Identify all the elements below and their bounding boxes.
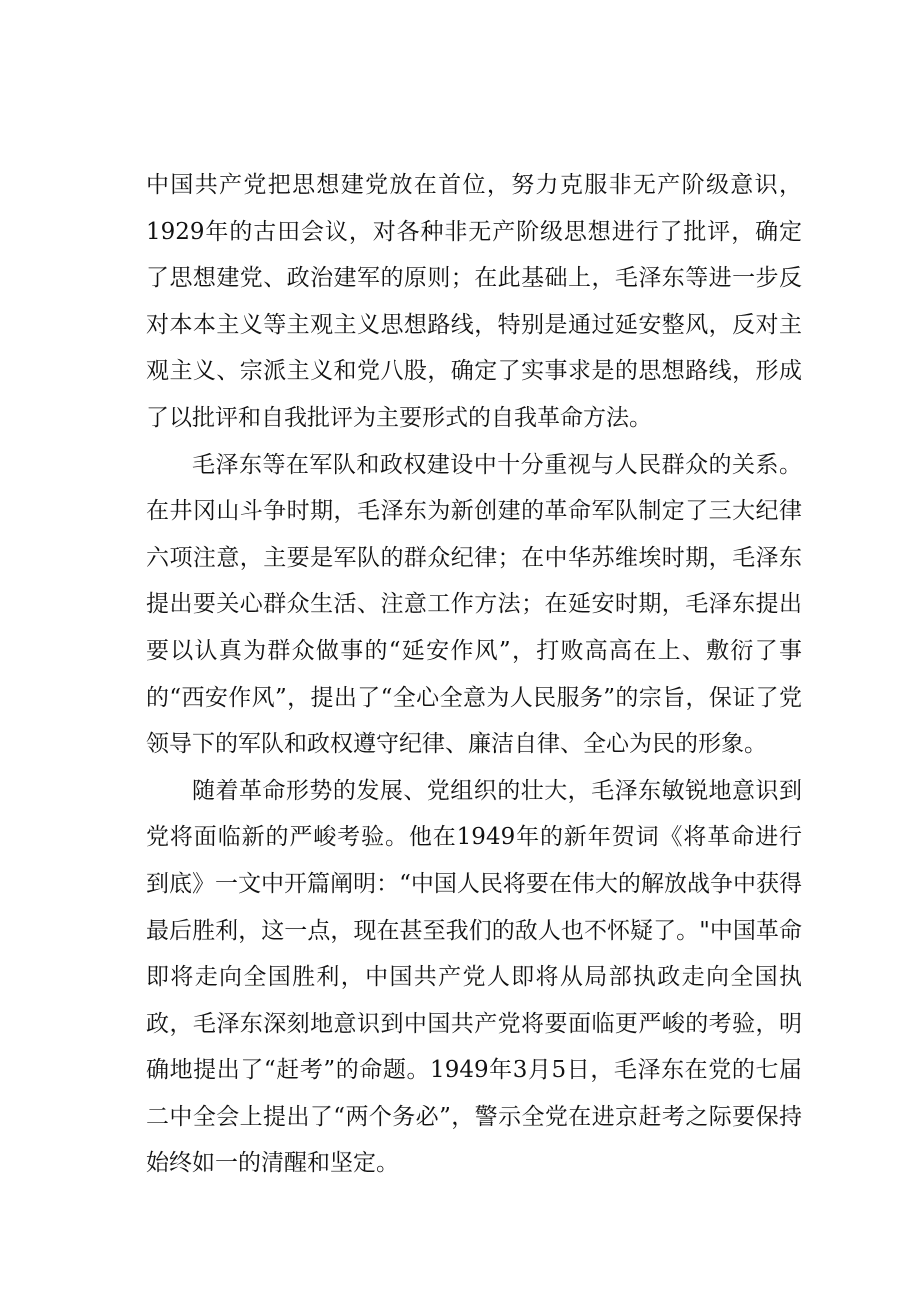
paragraph-thought-building: 中国共产党把思想建党放在首位，努力克服非无产阶级意识，1929年的古田会议，对各种非无产阶级思想进行了批评，确定了思想建党、政治建军的原则；在此基础上，毛泽东等进一步反对本本主义等主观主义思想路线，特别是通过延安整风，反对主观主义、宗派主义和党八股，确定了实事求是的思想路线，形成了以批评和自我批评为主要形式的自我革命方法。: [146, 172, 802, 431]
document-body: [146, 162, 802, 1187]
paragraph-rushing-exam: 随着革命形势的发展、党组织的壮大，毛泽东敏锐地意识到党将面临新的严峻考验。他在1949年的新年贺词《将革命进行到底》一文中开篇阐明：“中国人民将要在伟大的解放战争中获得最后胜利，这一点，现在甚至我们的敌人也不怀疑了。"中国革命即将走向全国胜利，中国共产党人即将从局部执政走向全国执政，毛泽东深刻地意识到中国共产党将要面临更严峻的考验，明确地提出了“赶考”的命题。1949年3月5日，毛泽东在党的七届二中全会上提出了“两个务必”，警示全党在进京赶考之际要保持始终如一的清醒和坚定。: [146, 777, 802, 1177]
paragraph-mass-relations: 毛泽东等在军队和政权建设中十分重视与人民群众的关系。在井冈山斗争时期，毛泽东为新创建的革命军队制定了三大纪律六项注意，主要是军队的群众纪律；在中华苏维埃时期，毛泽东提出要关心群众生活、注意工作方法；在延安时期，毛泽东提出要以认真为群众做事的“延安作风”，打败高高在上、敷衍了事的“西安作风”，提出了“全心全意为人民服务”的宗旨，保证了党领导下的军队和政权遵守纪律、廉洁自律、全心为民的形象。: [146, 451, 802, 758]
